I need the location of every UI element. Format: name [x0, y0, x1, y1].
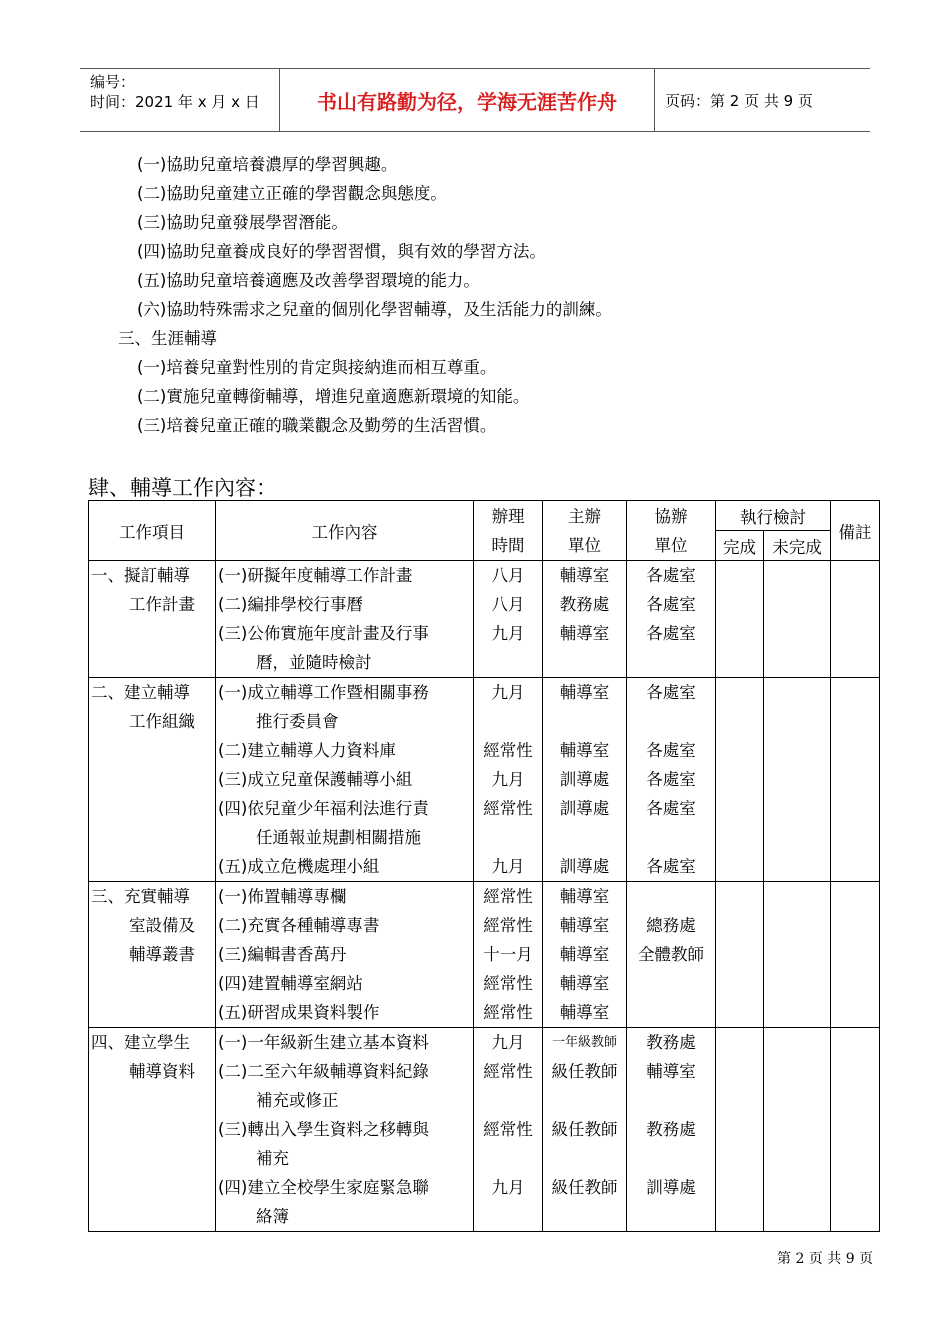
col-header-assist [627, 501, 716, 561]
goal-line: (四)協助兒童養成良好的學習習慣，與有效的學習方法。 [137, 242, 546, 261]
col-header-host [543, 501, 627, 561]
assist-unit-value [627, 969, 715, 998]
assist-unit-value: 各處室 [646, 683, 696, 702]
assist-unit-value: 輔導室 [646, 1062, 696, 1081]
work-content-cell [216, 678, 474, 882]
assist-unit-value: 教務處 [646, 1033, 696, 1052]
work-content-line: (五)成立危機處理小組 [218, 857, 380, 876]
table-row [89, 561, 880, 678]
work-item-line: 四、建立學生 [91, 1033, 190, 1052]
host-unit-value: 輔導室 [559, 974, 610, 993]
assist-unit-value: 各處室 [646, 857, 696, 876]
section-title: 肆、輔導工作內容： [88, 476, 277, 500]
time-value: 經常性 [483, 799, 533, 818]
work-content-cell [216, 1028, 474, 1232]
host-unit-cell [543, 561, 627, 678]
note-cell [831, 1028, 880, 1232]
section-heading-career: 三、生涯輔導 [118, 329, 217, 348]
assist-unit-value: 各處室 [646, 624, 696, 643]
assist-unit-value [627, 998, 715, 1027]
work-item-cell [89, 1028, 216, 1232]
host-unit-value: 訓導處 [559, 799, 610, 818]
goal-line: (二)實施兒童轉銜輔導，增進兒童適應新環境的知能。 [137, 387, 530, 406]
undone-cell [764, 882, 831, 1028]
host-unit-value: 訓導處 [559, 857, 610, 876]
host-unit-value: 輔導室 [559, 683, 610, 702]
goal-line: (三)培養兒童正確的職業觀念及勤勞的生活習慣。 [137, 416, 497, 435]
time-value: 八月 [491, 566, 525, 585]
note-cell [831, 561, 880, 678]
goal-line: (一)培養兒童對性別的肯定與接納進而相互尊重。 [137, 358, 497, 377]
host-unit-cell [543, 678, 627, 882]
assist-unit-value: 各處室 [646, 799, 696, 818]
time-cell [474, 1028, 543, 1232]
time-value: 九月 [491, 1033, 525, 1052]
assist-unit-value: 各處室 [646, 770, 696, 789]
table-row [89, 1028, 880, 1232]
header-meta [80, 69, 280, 131]
work-content-line: (四)建立全校學生家庭緊急聯 [218, 1178, 429, 1197]
host-unit-cell [543, 1028, 627, 1232]
assist-unit-cell [627, 882, 716, 1028]
work-item-line: 室設備及 [129, 916, 195, 935]
done-cell [716, 882, 764, 1028]
work-item-line: 二、建立輔導 [91, 683, 190, 702]
assist-unit-cell [627, 561, 716, 678]
undone-cell [764, 678, 831, 882]
work-item-line: 一、擬訂輔導 [91, 566, 190, 585]
work-item-line: 三、充實輔導 [91, 887, 190, 906]
work-content-line: 補充或修正 [256, 1091, 339, 1110]
assist-unit-value: 全體教師 [638, 945, 704, 964]
done-cell [716, 561, 764, 678]
work-content-cell [216, 882, 474, 1028]
document-number: 编号： [90, 73, 136, 91]
done-cell [716, 678, 764, 882]
time-value: 經常性 [483, 1003, 533, 1022]
time-value: 九月 [491, 857, 525, 876]
time-value: 九月 [491, 624, 525, 643]
col-header-undone: 未完成 [764, 531, 831, 561]
host-unit-value: 級任教師 [551, 1120, 618, 1139]
work-content-line: (四)建置輔導室網站 [218, 974, 363, 993]
work-content-line: (四)依兒童少年福利法進行責 [218, 799, 429, 818]
goal-line: (六)協助特殊需求之兒童的個別化學習輔導，及生活能力的訓練。 [137, 300, 612, 319]
work-content-line: (二)二至六年級輔導資料紀錄 [218, 1062, 429, 1081]
work-content-line: (一)成立輔導工作暨相關事務 [218, 683, 429, 702]
col-header-content: 工作內容 [216, 501, 474, 561]
assist-unit-value: 總務處 [646, 916, 696, 935]
time-value: 經常性 [483, 1120, 533, 1139]
page-footer: 第 2 页 共 9 页 [777, 1251, 874, 1267]
done-cell [716, 1028, 764, 1232]
undone-cell [764, 561, 831, 678]
work-item-cell [89, 678, 216, 882]
host-unit-value: 輔導室 [559, 916, 610, 935]
time-value: 八月 [491, 595, 525, 614]
work-item-line: 輔導叢書 [129, 945, 195, 964]
note-cell [831, 882, 880, 1028]
work-content-line: (三)編輯書香萬丹 [218, 945, 347, 964]
work-content-line: (一)研擬年度輔導工作計畫 [218, 566, 413, 585]
work-item-line: 輔導資料 [129, 1062, 195, 1081]
host-unit-value: 輔導室 [559, 887, 610, 906]
host-unit-value: 輔導室 [559, 1003, 610, 1022]
col-header-assist-line2: 單位 [654, 535, 688, 555]
time-value: 十一月 [483, 945, 533, 964]
work-content-line: (一)佈置輔導專欄 [218, 887, 347, 906]
time-value: 經常性 [483, 887, 533, 906]
assist-unit-cell [627, 678, 716, 882]
time-cell [474, 561, 543, 678]
time-cell [474, 678, 543, 882]
work-item-cell [89, 882, 216, 1028]
work-content-cell [216, 561, 474, 678]
host-unit-value: 輔導室 [559, 945, 610, 964]
host-unit-value: 輔導室 [559, 624, 610, 643]
page-header [80, 68, 870, 132]
work-content-line: 推行委員會 [256, 712, 339, 731]
time-value: 經常性 [483, 974, 533, 993]
col-header-time [474, 501, 543, 561]
work-content-line: (一)一年級新生建立基本資料 [218, 1033, 429, 1052]
host-unit-value: 輔導室 [559, 741, 610, 760]
goal-line: (二)協助兒童建立正確的學習觀念與態度。 [137, 184, 447, 203]
work-content-line: (三)公佈實施年度計畫及行事 [218, 624, 429, 643]
header-motto: 书山有路勤为径，学海无涯苦作舟 [317, 89, 617, 114]
assist-unit-value: 教務處 [646, 1120, 696, 1139]
time-value: 經常性 [483, 1062, 533, 1081]
work-content-line: 曆，並隨時檢討 [256, 653, 372, 672]
work-item-line: 工作計畫 [129, 595, 195, 614]
table-row [89, 678, 880, 882]
time-value: 九月 [491, 683, 525, 702]
assist-unit-value: 訓導處 [646, 1178, 696, 1197]
work-content-line: (三)成立兒童保護輔導小組 [218, 770, 413, 789]
header-motto-cell [280, 69, 655, 131]
col-header-host-line1: 主辦 [568, 506, 601, 526]
time-value: 經常性 [483, 741, 533, 760]
work-plan-table [88, 500, 880, 1232]
work-content-line: 補充 [256, 1149, 289, 1168]
work-item-cell [89, 561, 216, 678]
goal-line: (三)協助兒童發展學習潛能。 [137, 213, 348, 232]
col-header-done: 完成 [716, 531, 764, 561]
host-unit-value: 輔導室 [559, 566, 610, 585]
host-unit-value: 訓導處 [559, 770, 610, 789]
host-unit-value: 級任教師 [551, 1178, 618, 1197]
header-page-number: 页码：第 2 页 共 9 页 [665, 91, 813, 110]
assist-unit-value: 各處室 [646, 741, 696, 760]
assist-unit-value: 各處室 [646, 566, 696, 585]
goal-line: (一)協助兒童培養濃厚的學習興趣。 [137, 155, 398, 174]
goal-line: (五)協助兒童培養適應及改善學習環境的能力。 [137, 271, 480, 290]
note-cell [831, 678, 880, 882]
time-cell [474, 882, 543, 1028]
work-content-line: (二)充實各種輔導專書 [218, 916, 380, 935]
col-header-assist-line1: 協辦 [654, 506, 688, 526]
work-content-line: (二)建立輔導人力資料庫 [218, 741, 396, 760]
col-header-host-line2: 單位 [568, 535, 601, 555]
col-header-exec: 執行檢討 [716, 501, 831, 531]
work-content-line: (二)編排學校行事曆 [218, 595, 363, 614]
time-value: 九月 [491, 1178, 525, 1197]
col-header-time-line1: 辦理 [491, 506, 525, 526]
document-date: 时间：2021 年 x 月 x 日 [90, 93, 260, 111]
work-content-line: 絡簿 [256, 1207, 289, 1226]
host-unit-value: 教務處 [559, 595, 610, 614]
time-value: 九月 [491, 770, 525, 789]
work-content-line: 任通報並規劃相關措施 [256, 828, 421, 847]
col-header-item: 工作項目 [89, 501, 216, 561]
time-value: 經常性 [483, 916, 533, 935]
work-content-line: (五)研習成果資料製作 [218, 1003, 380, 1022]
undone-cell [764, 1028, 831, 1232]
host-unit-cell [543, 882, 627, 1028]
assist-unit-value [627, 882, 715, 911]
table-row [89, 882, 880, 1028]
work-item-line: 工作組織 [129, 712, 195, 731]
col-header-time-line2: 時間 [491, 535, 525, 555]
host-unit-value: 一年級教師 [551, 1035, 617, 1050]
assist-unit-cell [627, 1028, 716, 1232]
assist-unit-value: 各處室 [646, 595, 696, 614]
work-content-line: (三)轉出入學生資料之移轉與 [218, 1120, 429, 1139]
host-unit-value: 級任教師 [551, 1062, 618, 1081]
col-header-note: 備註 [831, 501, 880, 561]
